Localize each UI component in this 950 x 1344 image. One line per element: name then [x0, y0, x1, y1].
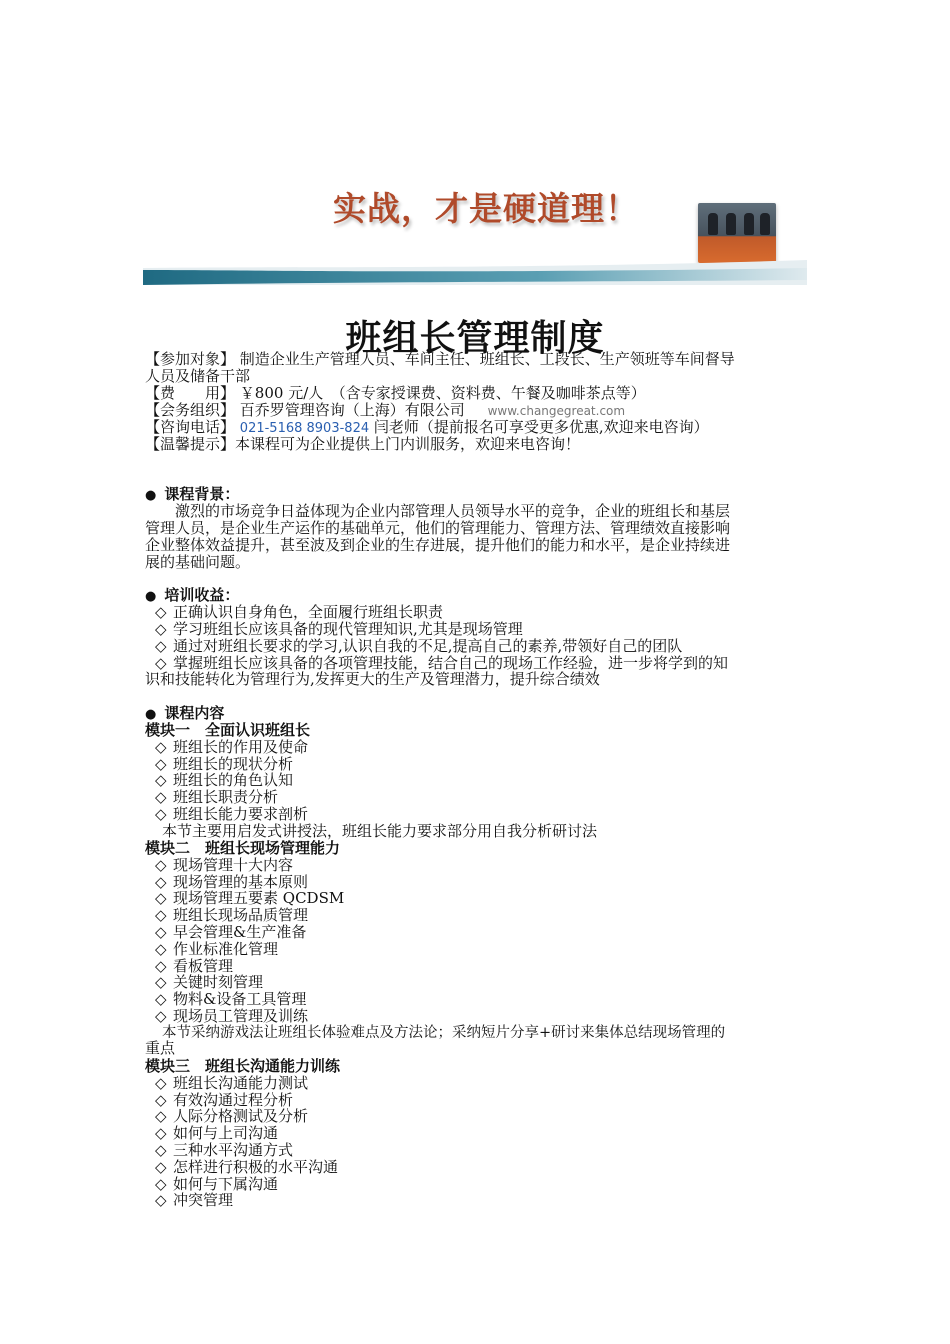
list-item: ◇ 早会管理&生产准备 — [145, 924, 810, 941]
list-item: ◇ 现场管理五要素 QCDSM — [145, 890, 810, 907]
info-fee — [145, 385, 810, 402]
fee-value: ￥800 元/人 （含专家授课费、资料费、午餐及咖啡茶点等） — [239, 384, 646, 402]
list-item: ◇ 正确认识自身角色，全面履行班组长职责 — [145, 604, 810, 621]
list-item: ◇ 班组长能力要求剖析 — [145, 806, 810, 823]
audience-value: 制造企业生产管理人员、车间主任、班组长、工段长、生产领班等车间督导 — [239, 350, 735, 368]
diamond-icon: ◇ — [155, 973, 167, 991]
list-item: ◇ 物料&设备工具管理 — [145, 991, 810, 1008]
audience-label: 【参加对象】 — [145, 350, 236, 368]
tip-value: 本课程可为企业提供上门内训服务，欢迎来电咨询！ — [235, 435, 581, 453]
background-line: 激烈的市场竞争日益体现为企业内部管理人员领导水平的竞争，企业的班组长和基层 — [145, 502, 731, 520]
diamond-icon: ◇ — [155, 738, 167, 756]
diamond-icon: ◇ — [155, 603, 167, 621]
diamond-icon: ◇ — [155, 1107, 167, 1125]
bullet-icon: ● — [145, 488, 157, 503]
diamond-icon: ◇ — [155, 620, 167, 638]
org-label: 【会务组织】 — [145, 401, 236, 419]
benefits-heading: ● 培训收益： — [145, 586, 240, 604]
module-note-cont: 重点 — [145, 1039, 176, 1057]
list-item: ◇ 关键时刻管理 — [145, 974, 810, 991]
diamond-icon: ◇ — [155, 990, 167, 1008]
list-item: ◇ 怎样进行积极的水平沟通 — [145, 1159, 810, 1176]
background-heading: ● 课程背景： — [145, 485, 240, 503]
diamond-icon: ◇ — [155, 1007, 167, 1025]
diamond-icon: ◇ — [155, 755, 167, 773]
background-line: 管理人员，是企业生产运作的基础单元，他们的管理能力、管理方法、管理绩效直接影响 — [145, 519, 731, 537]
diamond-icon: ◇ — [155, 637, 167, 655]
list-item: ◇ 班组长沟通能力测试 — [145, 1075, 810, 1092]
diamond-icon: ◇ — [155, 654, 167, 672]
diamond-icon: ◇ — [155, 1141, 167, 1159]
module-title: 模块二 班组长现场管理能力 — [145, 839, 341, 857]
header-banner — [143, 165, 807, 285]
diamond-icon: ◇ — [155, 906, 167, 924]
diamond-icon: ◇ — [155, 1074, 167, 1092]
info-tip — [145, 436, 810, 453]
audience-value-cont: 人员及储备干部 — [145, 367, 251, 385]
list-item-cont: 识和技能转化为管理行为,发挥更大的生产及管理潜力，提升综合绩效 — [145, 670, 600, 688]
list-item: ◇ 如何与下属沟通 — [145, 1176, 810, 1193]
diamond-icon: ◇ — [155, 957, 167, 975]
list-item: ◇ 现场员工管理及训练 — [145, 1008, 810, 1025]
list-item: ◇ 通过对班组长要求的学习,认识自我的不足,提高自己的素养,带领好自己的团队 — [145, 638, 810, 655]
diamond-icon: ◇ — [155, 1091, 167, 1109]
list-item: ◇ 看板管理 — [145, 958, 810, 975]
list-item: ◇ 作业标准化管理 — [145, 941, 810, 958]
diamond-icon: ◇ — [155, 1191, 167, 1209]
list-item: ◇ 现场管理的基本原则 — [145, 874, 810, 891]
diamond-icon: ◇ — [155, 873, 167, 891]
list-item: ◇ 班组长的作用及使命 — [145, 739, 810, 756]
list-item: ◇ 掌握班组长应该具备的各项管理技能，结合自己的现场工作经验，进一步将学到的知 — [145, 655, 810, 672]
fee-label: 【费 用】 — [145, 384, 236, 402]
background-line: 展的基础问题。 — [145, 553, 251, 571]
list-item: ◇ 如何与上司沟通 — [145, 1125, 810, 1142]
banner-wave-graphic — [143, 260, 807, 285]
diamond-icon: ◇ — [155, 923, 167, 941]
module-note: 本节主要用启发式讲授法，班组长能力要求部分用自我分析研讨法 — [162, 822, 598, 840]
org-url[interactable]: www.changegreat.com — [487, 404, 626, 418]
phone-number[interactable]: 021-5168 8903-824 — [239, 421, 370, 436]
meeting-photo — [698, 203, 776, 263]
module-title: 模块一 全面认识班组长 — [145, 721, 311, 739]
list-item: ◇ 班组长现场品质管理 — [145, 907, 810, 924]
content-heading: ● 课程内容 — [145, 704, 225, 722]
module-title: 模块三 班组长沟通能力训练 — [145, 1057, 341, 1075]
diamond-icon: ◇ — [155, 788, 167, 806]
bullet-icon: ● — [145, 589, 157, 604]
diamond-icon: ◇ — [155, 1124, 167, 1142]
phone-note: 闫老师（提前报名可享受更多优惠,欢迎来电咨询） — [373, 418, 709, 436]
phone-label: 【咨询电话】 — [145, 418, 236, 436]
org-value: 百乔罗管理咨询（上海）有限公司 — [239, 401, 465, 419]
diamond-icon: ◇ — [155, 771, 167, 789]
diamond-icon: ◇ — [155, 1158, 167, 1176]
banner-slogan: 实战，才是硬道理！ — [333, 189, 639, 228]
list-item: ◇ 班组长的角色认知 — [145, 772, 810, 789]
list-item: ◇ 学习班组长应该具备的现代管理知识,尤其是现场管理 — [145, 621, 810, 638]
bullet-icon: ● — [145, 707, 157, 722]
diamond-icon: ◇ — [155, 1175, 167, 1193]
list-item: ◇ 有效沟通过程分析 — [145, 1092, 810, 1109]
diamond-icon: ◇ — [155, 940, 167, 958]
background-line: 企业整体效益提升，甚至波及到企业的生存进展，提升他们的能力和水平，是企业持续进 — [145, 536, 731, 554]
list-item: ◇ 人际分格测试及分析 — [145, 1108, 810, 1125]
list-item: ◇ 冲突管理 — [145, 1192, 810, 1209]
page-title: 班组长管理制度 — [345, 318, 605, 359]
diamond-icon: ◇ — [155, 889, 167, 907]
list-item: ◇ 三种水平沟通方式 — [145, 1142, 810, 1159]
module-note: 本节采纳游戏法让班组长体验难点及方法论；采纳短片分享+研讨来集体总结现场管理的 — [162, 1025, 726, 1041]
list-item: ◇ 班组长的现状分析 — [145, 756, 810, 773]
info-audience — [145, 351, 810, 368]
list-item: ◇ 现场管理十大内容 — [145, 857, 810, 874]
tip-label: 【温馨提示】 — [145, 435, 236, 453]
list-item: ◇ 班组长职责分析 — [145, 789, 810, 806]
diamond-icon: ◇ — [155, 856, 167, 874]
diamond-icon: ◇ — [155, 805, 167, 823]
